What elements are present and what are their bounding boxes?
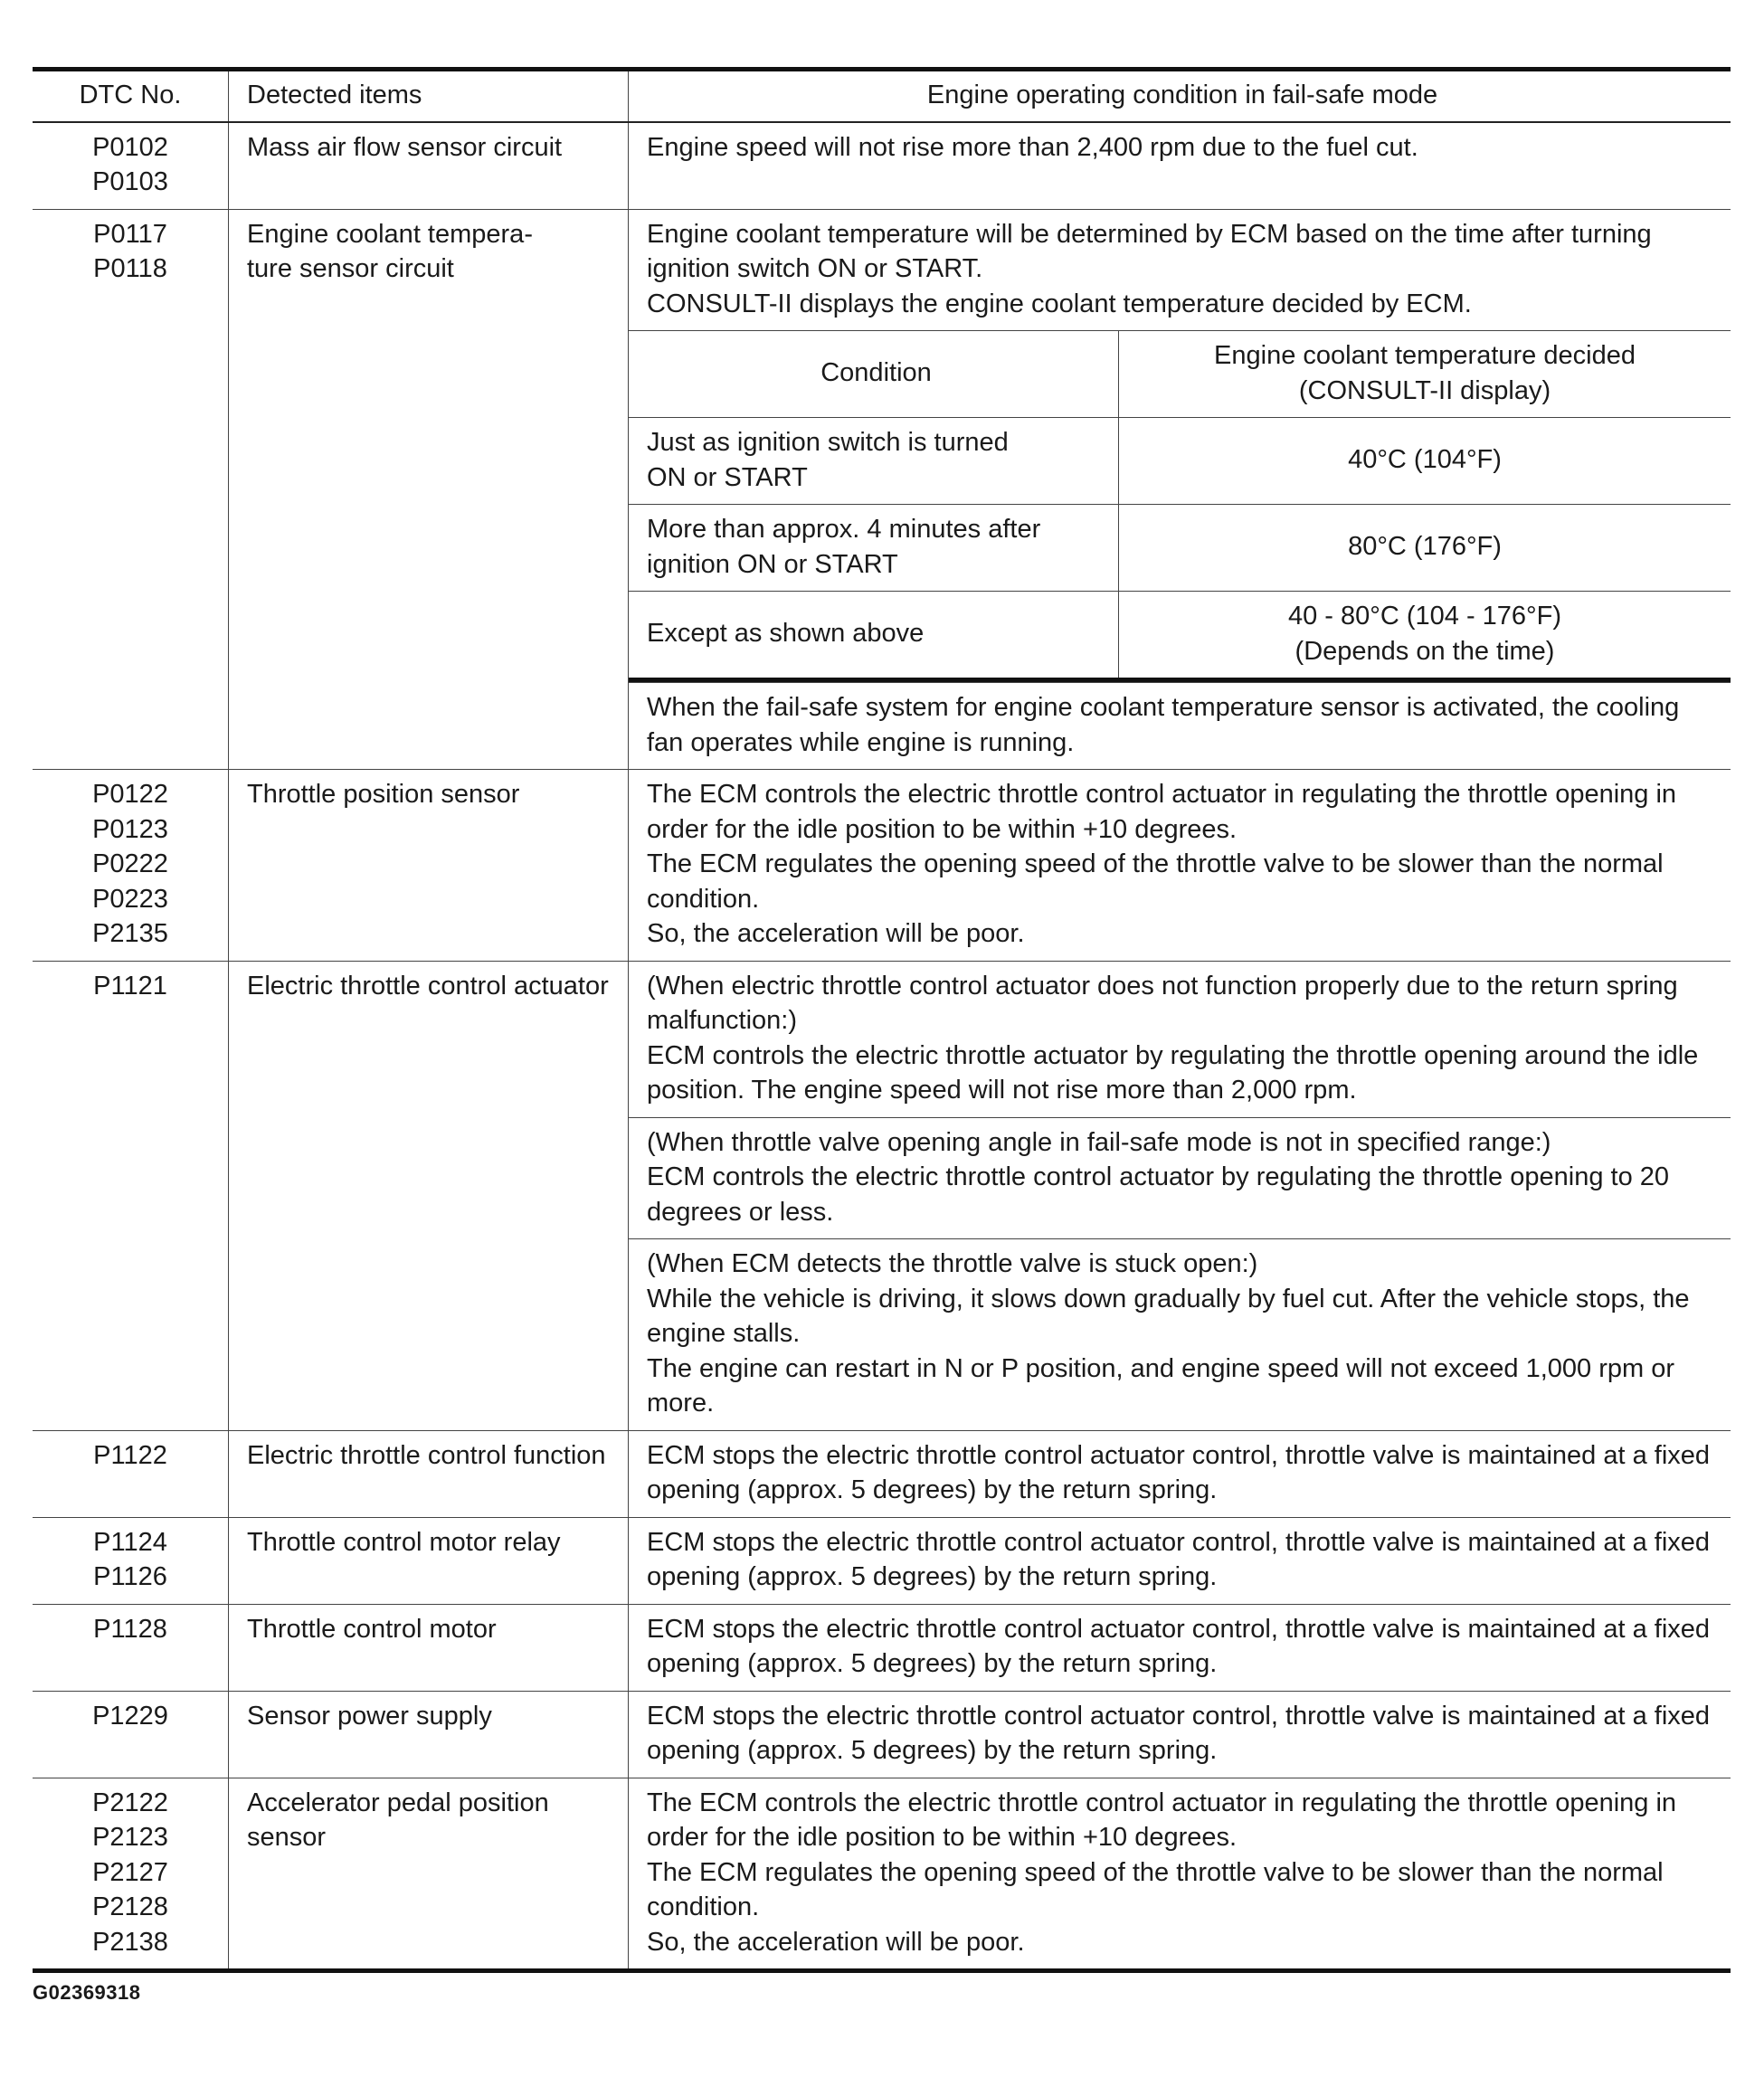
condition-text: ECM controls the electric throttle actuator by regulating the throttle opening around the idle position. The engine speed will not rise more than 2,000 rpm. [647,1040,1699,1105]
dtc-codes [33,1691,229,1778]
inner-header-line: Engine coolant temperature decided [1214,341,1636,370]
inner-condition-line: More than approx. 4 minutes after [647,515,1041,544]
dtc-code: P1128 [93,1614,167,1644]
fail-safe-document [33,67,1731,1973]
fail-safe-condition [629,1430,1731,1517]
detected-item: Throttle position sensor [229,770,629,962]
dtc-codes [33,770,229,962]
inner-temperature-line: (Depends on the time) [1295,636,1555,666]
inner-condition [629,418,1119,505]
fail-safe-condition [629,1517,1731,1604]
fail-safe-condition [629,1691,1731,1778]
condition-text: (When ECM detects the throttle valve is stuck open:) [647,1249,1258,1278]
dtc-codes [33,1778,229,1971]
table-row [33,1604,1731,1691]
inner-row [629,418,1731,505]
detected-item-line: ture sensor circuit [247,254,454,283]
inner-header-line: (CONSULT-II display) [1298,375,1551,405]
inner-condition: Except as shown above [629,592,1119,680]
inner-row [629,505,1731,592]
dtc-code: P0103 [92,167,168,196]
dtc-code: P2128 [92,1892,168,1921]
detected-item: Sensor power supply [229,1691,629,1778]
condition-text: CONSULT-II displays the engine coolant temperature decided by ECM. [647,289,1472,318]
detected-item: Throttle control motor [229,1604,629,1691]
condition-block [629,1117,1731,1239]
table-header-row [33,70,1731,122]
detected-item: Electric throttle control function [229,1430,629,1517]
table-row [33,770,1731,962]
figure-id: G02369318 [33,1981,141,2004]
dtc-code: P2135 [92,919,168,948]
dtc-code: P0223 [92,884,168,914]
table-row [33,122,1731,210]
inner-temperature: 40°C (104°F) [1119,418,1731,505]
condition-block [629,1238,1731,1430]
fail-safe-condition [629,770,1731,962]
dtc-code: P0118 [93,254,167,283]
detected-item: Electric throttle control actuator [229,961,629,1430]
condition-text: ECM stops the electric throttle control actuator control, throttle valve is maintained at a fixed opening (approx. 5 degrees) by the return spring. [647,1701,1711,1765]
dtc-code: P2138 [92,1927,168,1957]
inner-condition-line: ignition ON or START [647,549,898,579]
dtc-code: P1121 [93,971,167,1001]
fail-safe-condition [629,1778,1731,1971]
dtc-code: P1126 [93,1562,167,1591]
condition-text: So, the acceleration will be poor. [647,919,1025,948]
condition-text: ECM controls the electric throttle control actuator by regulating the throttle opening to 20 degrees or less. [647,1162,1670,1227]
condition-text: So, the acceleration will be poor. [647,1927,1025,1957]
condition-text: Engine speed will not rise more than 2,400 rpm due to the fuel cut. [647,132,1418,162]
header-engine-condition: Engine operating condition in fail-safe mode [629,70,1731,122]
dtc-code: P1229 [92,1701,168,1731]
condition-text: (When throttle valve opening angle in fail-safe mode is not in specified range:) [647,1127,1551,1157]
fail-safe-condition [629,209,1731,770]
detected-item: Mass air flow sensor circuit [229,122,629,210]
condition-text: The ECM controls the electric throttle control actuator in regulating the throttle opening in order for the idle position to be within +10 degrees. [647,780,1677,844]
inner-header-temperature [1119,331,1731,418]
condition-text: The ECM regulates the opening speed of the throttle valve to be slower than the normal condition. [647,849,1664,914]
condition-text: Engine coolant temperature will be determined by ECM based on the time after turning ignition switch ON or START. [647,219,1652,283]
inner-row [629,592,1731,680]
dtc-code: P1124 [93,1527,167,1557]
dtc-code: P0102 [92,132,168,162]
header-detected-items: Detected items [229,70,629,122]
dtc-codes [33,1604,229,1691]
table-row [33,209,1731,770]
condition-text: The engine can restart in N or P position, and engine speed will not exceed 1,000 rpm or more. [647,1353,1674,1418]
table-row [33,1517,1731,1604]
dtc-code: P0123 [92,814,168,844]
dtc-code: P0117 [93,219,167,249]
inner-condition-line: ON or START [647,462,808,492]
dtc-codes [33,209,229,770]
condition-text: ECM stops the electric throttle control actuator control, throttle valve is maintained at a fixed opening (approx. 5 degrees) by the return spring. [647,1527,1711,1591]
dtc-code: P2127 [92,1857,168,1887]
coolant-intro [629,210,1731,331]
inner-temperature-line: 40 - 80°C (104 - 176°F) [1287,602,1562,631]
coolant-note: When the fail-safe system for engine coolant temperature sensor is activated, the cooling fan operates while engine is running. [629,682,1731,769]
inner-temperature: 80°C (176°F) [1119,505,1731,592]
fail-safe-condition [629,961,1731,1430]
dtc-codes [33,961,229,1430]
detected-item-line: Engine coolant tempera- [247,219,533,249]
dtc-code: P1122 [93,1440,167,1470]
table-row [33,1430,1731,1517]
inner-header-condition: Condition [629,331,1119,418]
header-dtc-no: DTC No. [33,70,229,122]
dtc-codes [33,122,229,210]
condition-text: While the vehicle is driving, it slows down gradually by fuel cut. After the vehicle stops, the engine stalls. [647,1284,1690,1348]
table-row [33,1778,1731,1971]
inner-condition [629,505,1119,592]
detected-item [229,209,629,770]
inner-temperature [1119,592,1731,680]
dtc-code: P2122 [92,1788,168,1817]
detected-item: Accelerator pedal position sensor [229,1778,629,1971]
coolant-temperature-table [629,330,1731,682]
table-row [33,1691,1731,1778]
inner-header-row [629,331,1731,418]
condition-text: (When electric throttle control actuator does not function properly due to the return spring malfunction:) [647,971,1678,1035]
fail-safe-condition [629,1604,1731,1691]
condition-text: The ECM controls the electric throttle control actuator in regulating the throttle opening in order for the idle position to be within +10 degrees. [647,1788,1677,1852]
dtc-code: P0122 [92,780,168,809]
condition-text: ECM stops the electric throttle control actuator control, throttle valve is maintained at a fixed opening (approx. 5 degrees) by the return spring. [647,1614,1711,1678]
table-row [33,961,1731,1430]
dtc-code: P0222 [92,849,168,878]
inner-condition-line: Just as ignition switch is turned [647,428,1009,457]
detected-item: Throttle control motor relay [229,1517,629,1604]
fail-safe-table [33,67,1731,1973]
condition-text: The ECM regulates the opening speed of the throttle valve to be slower than the normal condition. [647,1857,1664,1921]
dtc-codes [33,1430,229,1517]
condition-text: ECM stops the electric throttle control actuator control, throttle valve is maintained at a fixed opening (approx. 5 degrees) by the return spring. [647,1440,1711,1504]
fail-safe-condition [629,122,1731,210]
dtc-code: P2123 [92,1823,168,1852]
dtc-codes [33,1517,229,1604]
condition-block [629,962,1731,1117]
